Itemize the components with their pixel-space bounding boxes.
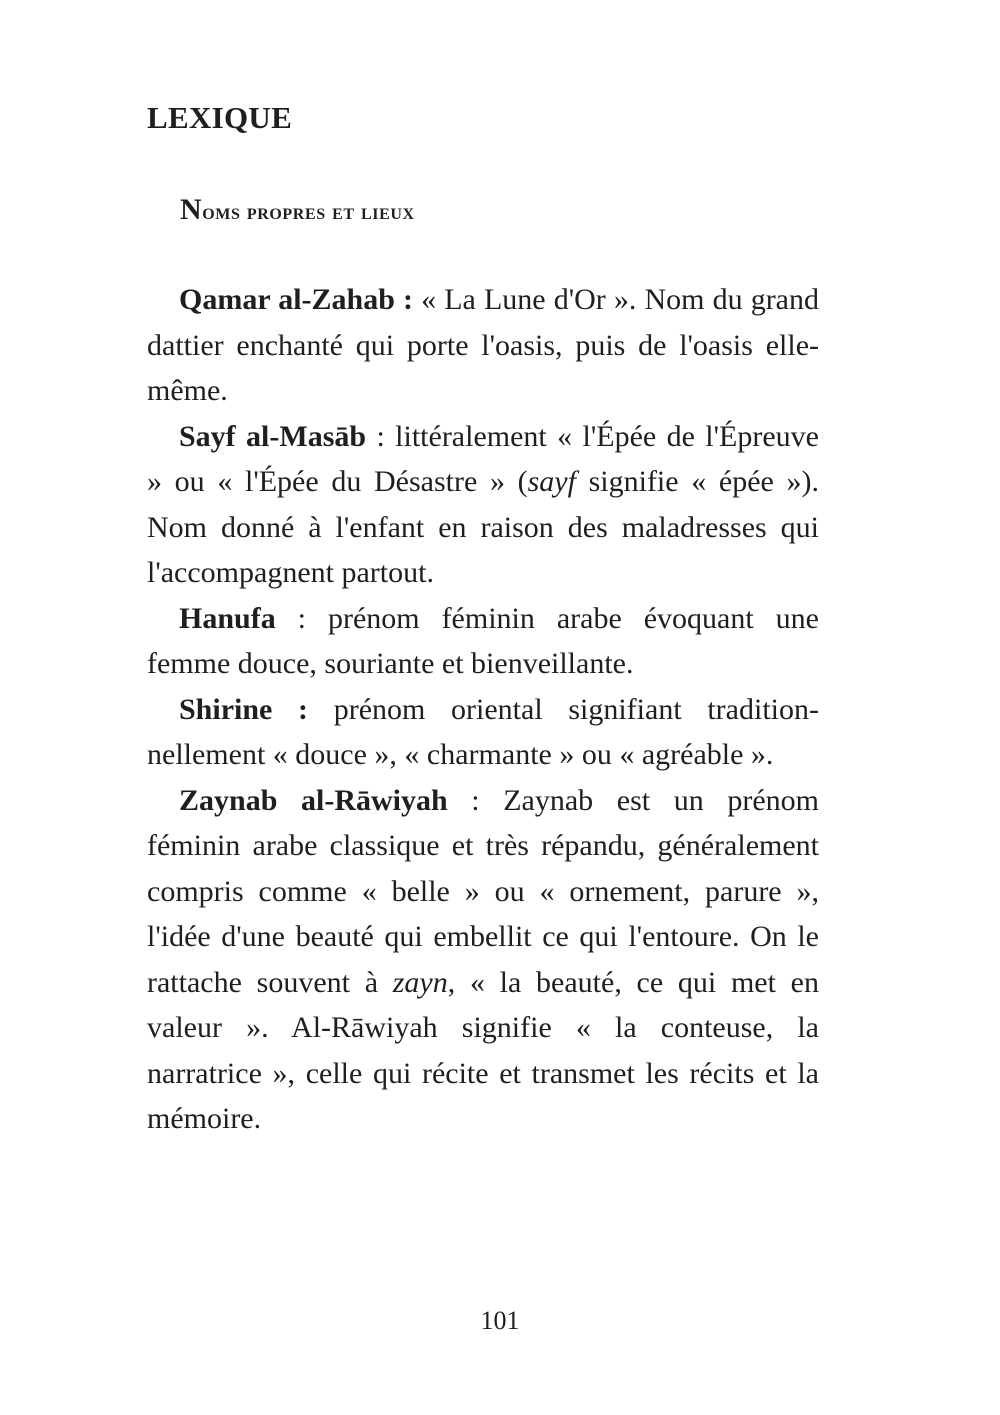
entry-term: Sayf al-Masāb — [179, 419, 367, 453]
lexicon-entry-sayf — [147, 414, 819, 596]
section-heading-initial: N — [180, 193, 203, 226]
page-number: 101 — [480, 1306, 520, 1335]
entry-definition: : prénom féminin arabe évoquant une femme douce, souriante et bienveillante. — [147, 601, 819, 680]
entry-definition-cont: signifie « épée »). Nom donné à l'enfant en raison des maladresses qui l'accompagnent partout. — [147, 465, 820, 589]
lexicon-entry-hanufa — [147, 596, 819, 687]
entry-term: Qamar al-Zahab : — [179, 283, 414, 316]
page-title: LEXIQUE — [147, 100, 293, 135]
entry-definition: prénom oriental signifiant traditionnellement « douce », « charmante » ou « agréable ». — [147, 692, 819, 771]
entry-italic-word: zayn — [392, 965, 448, 999]
entry-definition: : Zaynab est un prénom féminin arabe classique et très répandu, généralement compris comme « belle » ou « ornement, parure », l'idée d'une beauté qui embellit ce qui l'entoure. On le rattache souvent à — [147, 783, 819, 999]
lexicon-entry-qamar — [147, 277, 819, 414]
lexicon-entry-shirine — [147, 687, 819, 778]
entry-term: Hanufa — [179, 601, 276, 635]
lexicon-entries — [147, 277, 819, 1142]
entry-term: Zaynab al-Rāwiyah — [179, 783, 448, 817]
section-heading-rest: oms propres et lieux — [202, 199, 415, 224]
lexicon-entry-zaynab — [147, 778, 819, 1142]
entry-term: Shirine : — [179, 692, 309, 726]
entry-definition: : littéralement « l'Épée de l'Épreuve » ou « l'Épée du Désastre » ( — [147, 419, 819, 498]
section-heading — [180, 193, 415, 227]
entry-definition: « La Lune d'Or ». Nom du grand dattier enchanté qui porte l'oasis, puis de l'oasis elle-même. — [147, 283, 820, 407]
entry-italic-word: sayf — [527, 465, 576, 498]
entry-definition-cont: , « la beauté, ce qui met en valeur ». Al-Rāwiyah signifie « la conteuse, la narratrice », celle qui récite et transmet les récits et la mémoire. — [147, 965, 819, 1135]
